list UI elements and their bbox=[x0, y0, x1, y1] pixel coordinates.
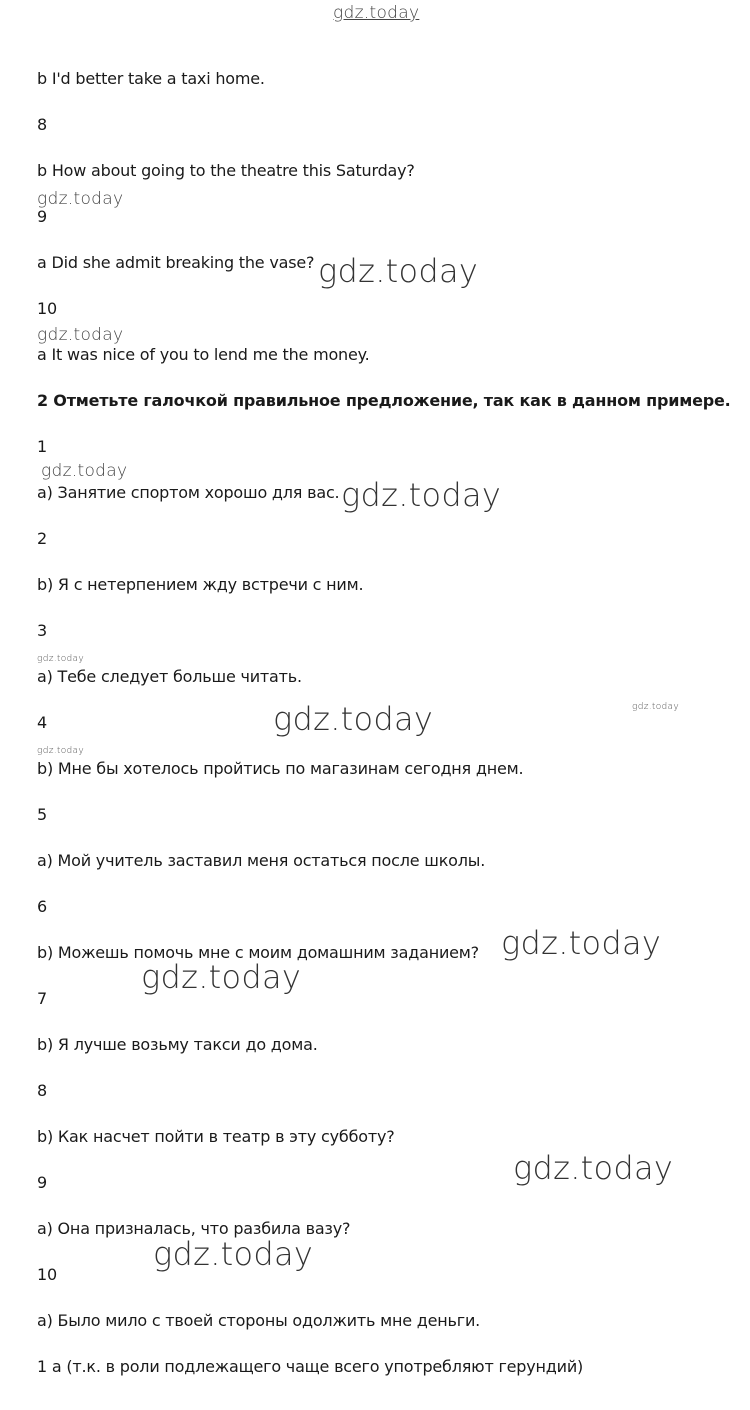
item-number: 4 bbox=[37, 713, 47, 732]
watermark: gdz.today bbox=[37, 746, 84, 756]
watermark: gdz.today bbox=[153, 1235, 314, 1273]
item-number: 2 bbox=[37, 529, 47, 548]
item-number: 5 bbox=[37, 805, 47, 824]
answer-line: b) Я лучше возьму такси до дома. bbox=[37, 1035, 318, 1054]
watermark: gdz.today bbox=[318, 252, 479, 290]
item-number: 6 bbox=[37, 897, 47, 916]
watermark: gdz.today bbox=[273, 700, 434, 738]
watermark: gdz.today bbox=[41, 461, 128, 481]
item-number: 8 bbox=[37, 115, 47, 134]
answer-line: b) Как насчет пойти в театр в эту субботу? bbox=[37, 1127, 395, 1146]
item-number: 9 bbox=[37, 1173, 47, 1192]
item-number: 8 bbox=[37, 1081, 47, 1100]
answer-line: a) Она призналась, что разбила вазу? bbox=[37, 1219, 351, 1238]
watermark: gdz.today bbox=[632, 702, 679, 712]
answer-line: a) Мой учитель заставил меня остаться после школы. bbox=[37, 851, 486, 870]
watermark-top-link[interactable]: gdz.today bbox=[333, 3, 420, 23]
answer-line: 1 a (т.к. в роли подлежащего чаще всего употребляют герундий) bbox=[37, 1357, 584, 1376]
watermark: gdz.today bbox=[341, 476, 502, 514]
item-number: 10 bbox=[37, 1265, 57, 1284]
answer-line: a) Занятие спортом хорошо для вас. bbox=[37, 483, 340, 502]
answer-line: b I'd better take a taxi home. bbox=[37, 69, 265, 88]
section-heading: 2 Отметьте галочкой правильное предложение, так как в данном примере. bbox=[37, 391, 731, 410]
item-number: 9 bbox=[37, 207, 47, 226]
item-number: 7 bbox=[37, 989, 47, 1008]
answer-line: a It was nice of you to lend me the money. bbox=[37, 345, 370, 364]
answer-line: a) Было мило с твоей стороны одолжить мне деньги. bbox=[37, 1311, 481, 1330]
watermark: gdz.today bbox=[141, 958, 302, 996]
answer-line: a Did she admit breaking the vase? bbox=[37, 253, 315, 272]
item-number: 3 bbox=[37, 621, 47, 640]
watermark: gdz.today bbox=[513, 1149, 674, 1187]
answer-line: b) Мне бы хотелось пройтись по магазинам сегодня днем. bbox=[37, 759, 524, 778]
watermark: gdz.today bbox=[37, 654, 84, 664]
answer-line: b) Можешь помочь мне с моим домашним заданием? bbox=[37, 943, 479, 962]
answer-line: a) Тебе следует больше читать. bbox=[37, 667, 302, 686]
watermark: gdz.today bbox=[501, 924, 662, 962]
answer-line: b) Я с нетерпением жду встречи с ним. bbox=[37, 575, 364, 594]
watermark: gdz.today bbox=[37, 325, 124, 345]
watermark: gdz.today bbox=[37, 189, 124, 209]
item-number: 1 bbox=[37, 437, 47, 456]
answer-line: b How about going to the theatre this Saturday? bbox=[37, 161, 415, 180]
item-number: 10 bbox=[37, 299, 57, 318]
